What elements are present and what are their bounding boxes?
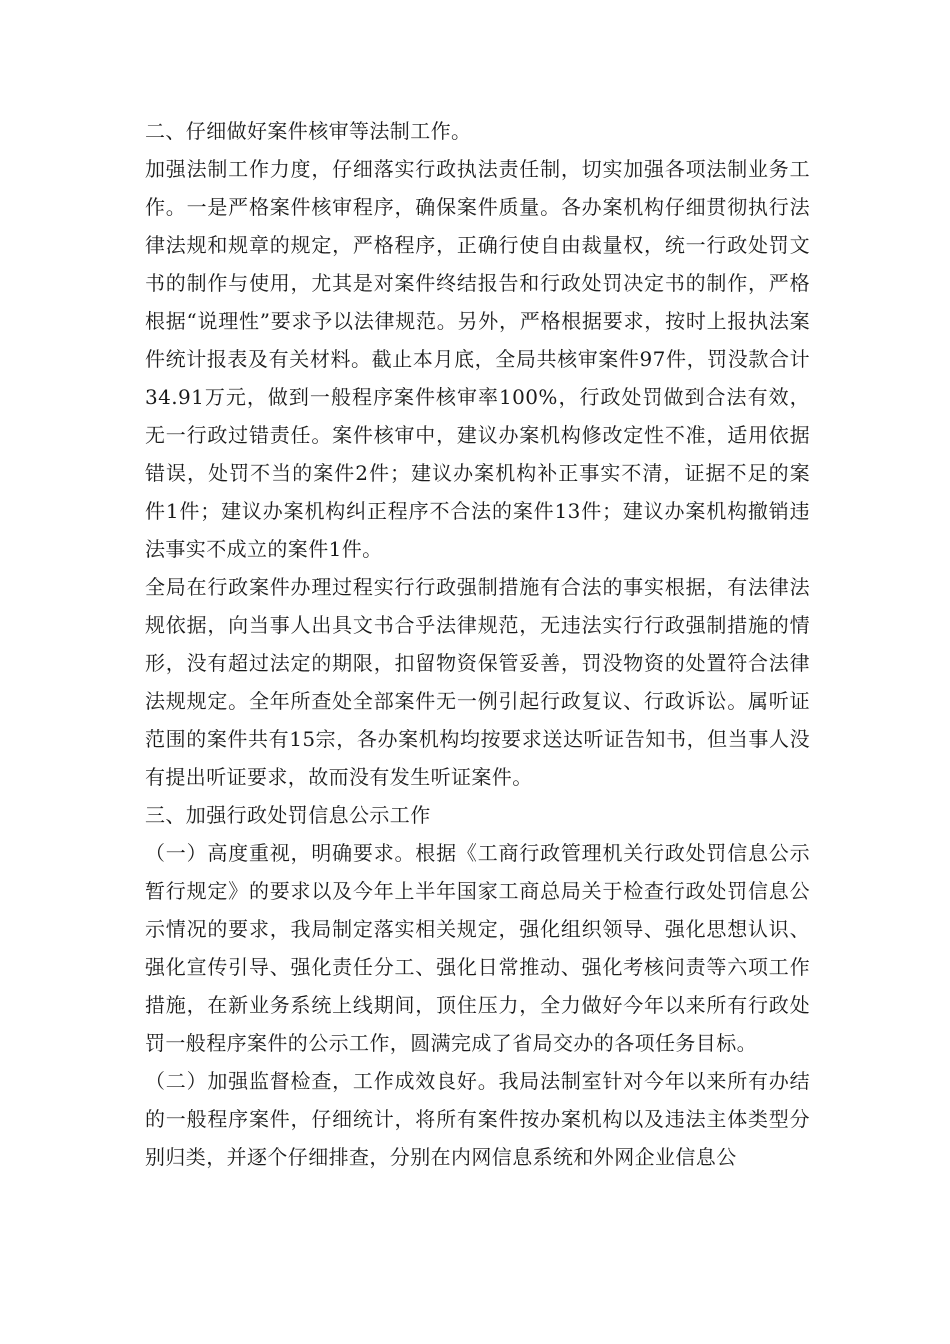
paragraph-enforcement-measures: 全局在行政案件办理过程实行行政强制措施有合法的事实根据，有法律法规依据，向当事人出具文书合乎法律规范，无违法实行行政强制措施的情形，没有超过法定的期限，扣留物资保管妥善，罚没物资的处置符合法律法规规定。全年所查处全部案件无一例引起行政复议、行政诉讼。属听证范围的案件共有15宗，各办案机构均按要求送达听证告知书，但当事人没有提出听证要求，故而没有发生听证案件。 — [145, 575, 810, 789]
paragraph-publicity-requirements: （一）高度重视，明确要求。根据《工商行政管理机关行政处罚信息公示暂行规定》的要求以及今年上半年国家工商总局关于检查行政处罚信息公示情况的要求，我局制定落实相关规定，强化组织领导、强化思想认识、强化宣传引导、强化责任分工、强化日常推动、强化考核问责等六项工作措施，在新业务系统上线期间，顶住压力，全力做好今年以来所有行政处罚一般程序案件的公示工作，圆满完成了省局交办的各项任务目标。 — [145, 841, 810, 1055]
paragraph-case-review: 加强法制工作力度，仔细落实行政执法责任制，切实加强各项法制业务工作。一是严格案件核审程序，确保案件质量。各办案机构仔细贯彻执行法律法规和规章的规定，严格程序，正确行使自由裁量权，统一行政处罚文书的制作与使用，尤其是对案件终结报告和行政处罚决定书的制作，严格根据“说理性”要求予以法律规范。另外，严格根据要求，按时上报执法案件统计报表及有关材料。截止本月底，全局共核审案件97件，罚没款合计34.91万元，做到一般程序案件核审率100%，行政处罚做到合法有效，无一行政过错责任。案件核审中，建议办案机构修改定性不准，适用依据错误，处罚不当的案件2件；建议办案机构补正事实不清，证据不足的案件1件；建议办案机构纠正程序不合法的案件13件；建议办案机构撤销违法事实不成立的案件1件。 — [145, 157, 810, 561]
section-heading-2: 二、仔细做好案件核审等法制工作。 — [145, 119, 472, 143]
section-heading-3: 三、加强行政处罚信息公示工作 — [145, 803, 431, 827]
paragraph-supervision-inspection: （二）加强监督检查，工作成效良好。我局法制室针对今年以来所有办结的一般程序案件，仔细统计，将所有案件按办案机构以及违法主体类型分别归类，并逐个仔细排查，分别在内网信息系统和外网企业信息公 — [145, 1069, 810, 1169]
document-body — [145, 112, 810, 1176]
